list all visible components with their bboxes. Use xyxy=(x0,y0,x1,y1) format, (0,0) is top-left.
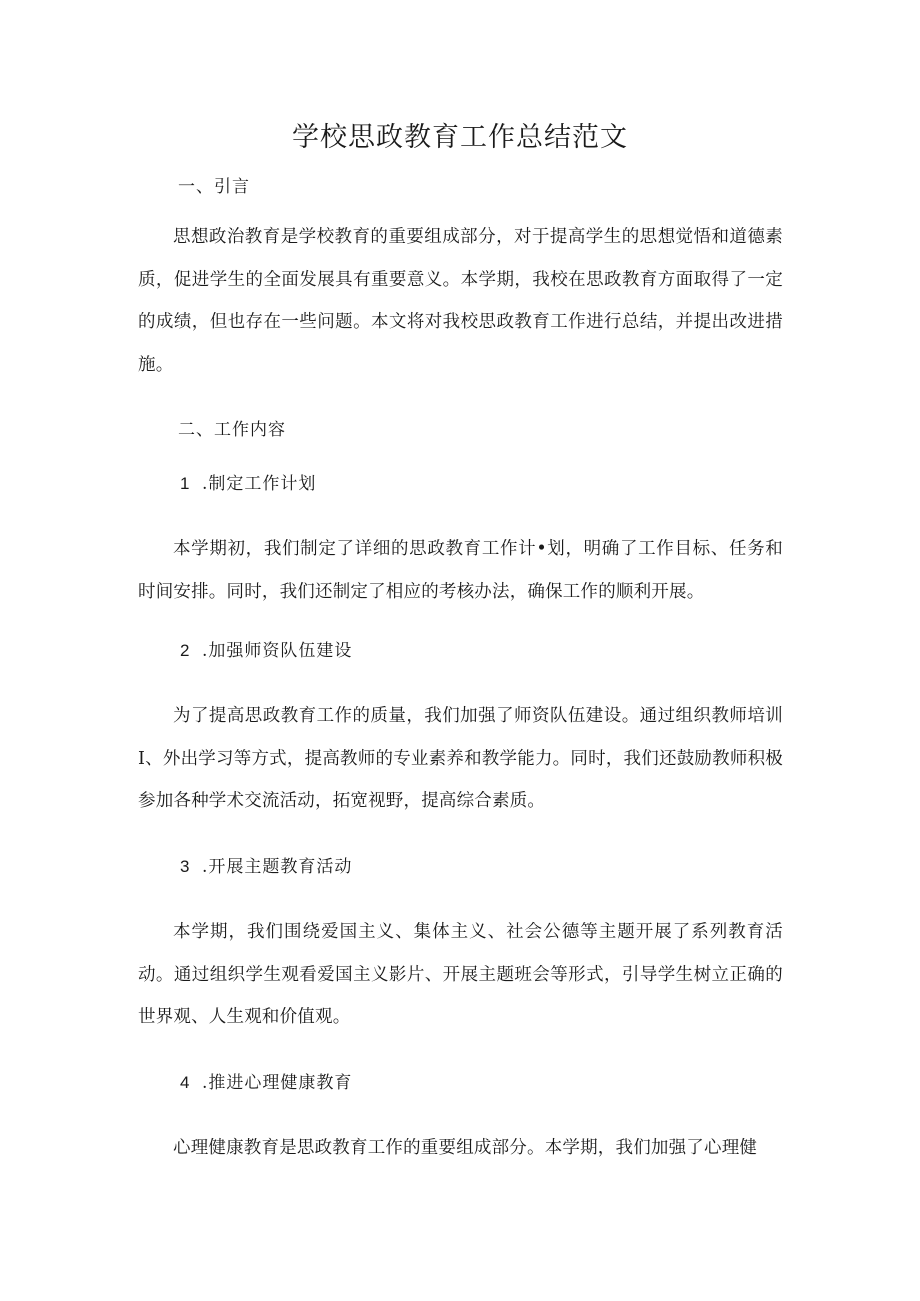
item-heading-2 xyxy=(180,639,352,663)
item-number: 2 xyxy=(180,641,191,660)
item-heading-4 xyxy=(180,1071,352,1095)
item-heading-1 xyxy=(180,472,316,496)
item-number: 3 xyxy=(180,857,191,876)
introduction-paragraph: 思想政治教育是学校教育的重要组成部分，对于提高学生的思想觉悟和道德素质，促进学生的全面发展具有重要意义。本学期，我校在思政教育方面取得了一定的成绩，但也存在一些问题。本文将对我校思政教育工作进行总结，并提出改进措施。 xyxy=(138,227,783,375)
item-paragraph-3: 本学期，我们围绕爱国主义、集体主义、社会公德等主题开展了系列教育活动。通过组织学生观看爱国主义影片、开展主题班会等形式，引导学生树立正确的世界观、人生观和价值观。 xyxy=(138,922,783,1027)
item-paragraph-1: 本学期初，我们制定了详细的思政教育工作计•划，明确了工作目标、任务和时间安排。同时，我们还制定了相应的考核办法，确保工作的顺利开展。 xyxy=(138,539,783,602)
item-title: .制定工作计划 xyxy=(202,474,317,494)
section-heading-work-content: 二、工作内容 xyxy=(178,420,286,440)
item-number: 4 xyxy=(180,1073,191,1092)
item-paragraph-4: 心理健康教育是思政教育工作的重要组成部分。本学期，我们加强了心理健 xyxy=(173,1138,758,1158)
item-number: 1 xyxy=(180,474,191,493)
item-title: .加强师资队伍建设 xyxy=(202,641,353,661)
item-paragraph-2: 为了提高思政教育工作的质量，我们加强了师资队伍建设。通过组织教师培训I、外出学习等方式，提高教师的专业素养和教学能力。同时，我们还鼓励教师积极参加各种学术交流活动，拓宽视野，提高综合素质。 xyxy=(138,706,783,811)
item-title: .开展主题教育活动 xyxy=(202,857,353,877)
document-title: 学校思政教育工作总结范文 xyxy=(292,122,628,153)
section-heading-introduction: 一、引言 xyxy=(178,177,250,197)
item-heading-3 xyxy=(180,855,352,879)
item-title: .推进心理健康教育 xyxy=(202,1073,353,1093)
